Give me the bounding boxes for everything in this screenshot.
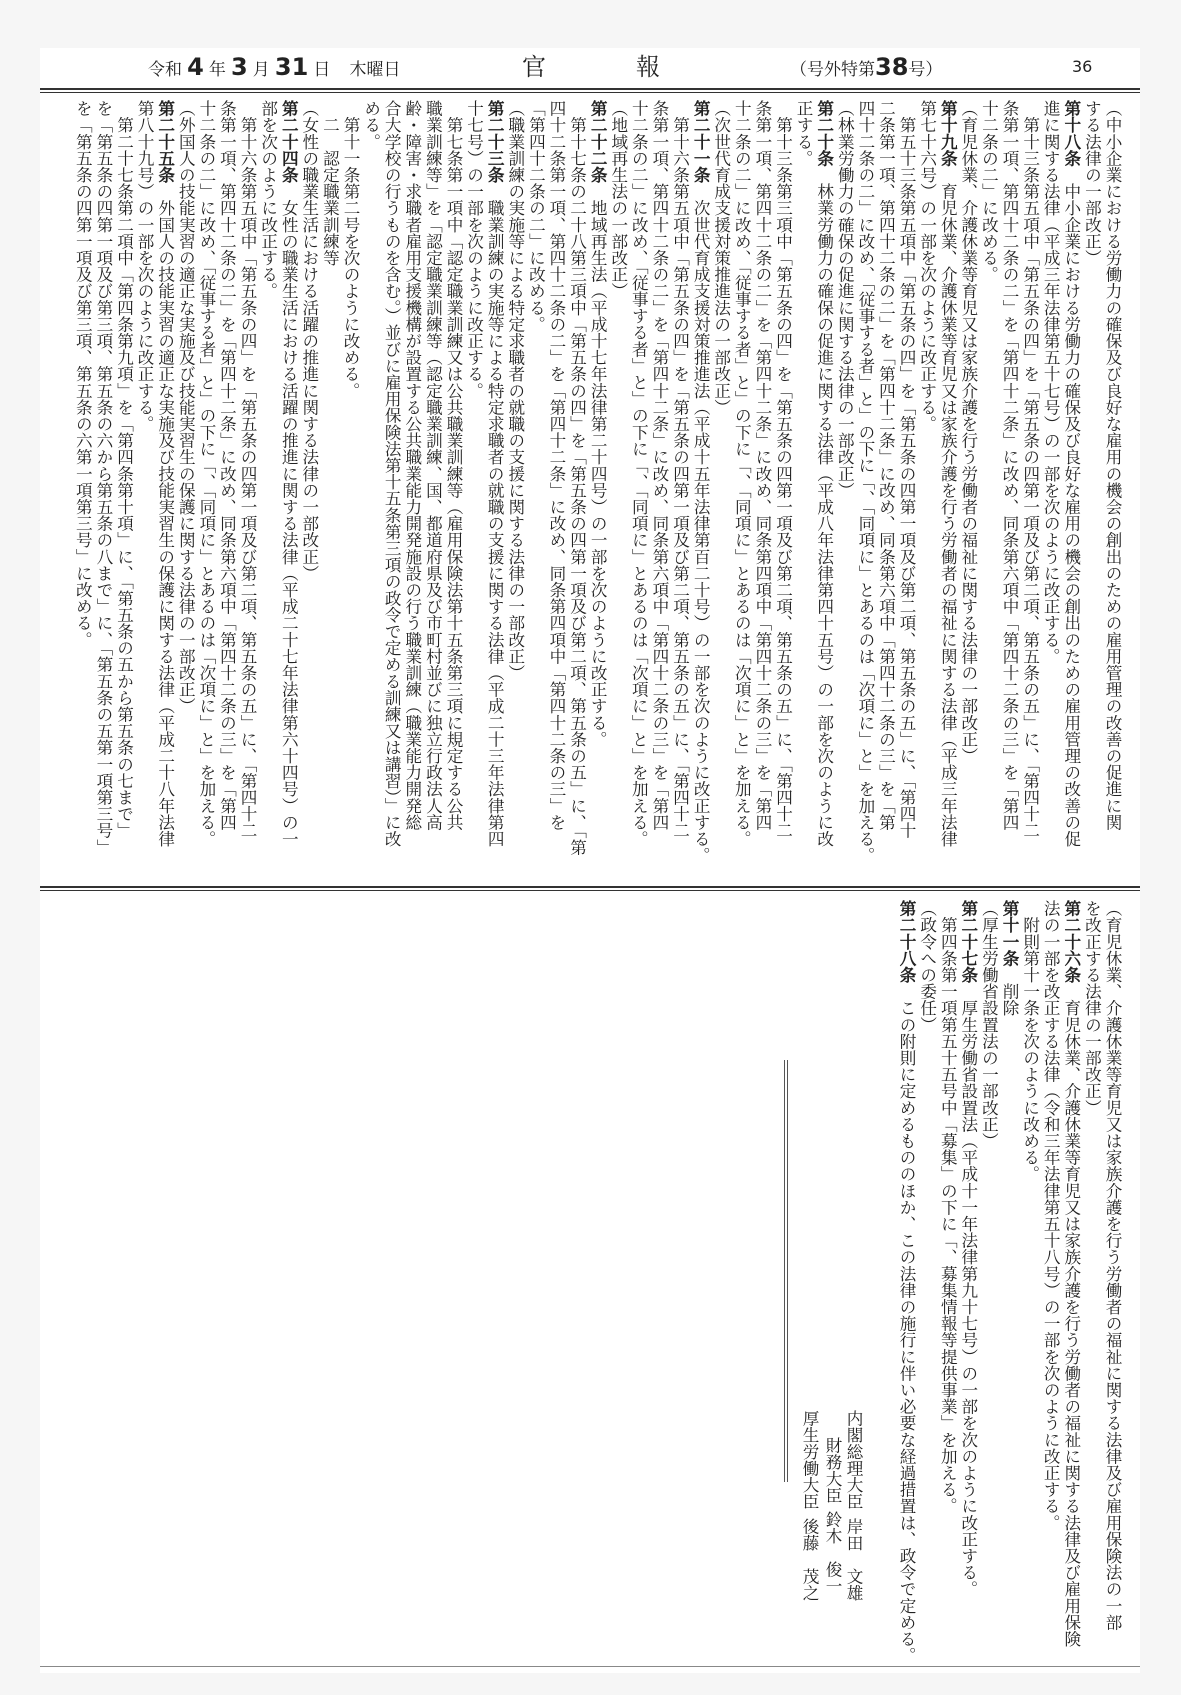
line-text: する法律の一部改正） (1082, 100, 1102, 266)
text-line (998, 100, 1019, 884)
text-line (422, 100, 443, 884)
line-text: を改正する法律の一部改正） (1082, 900, 1102, 1116)
line-text: 地域再生法（平成十七年法律第二十四号）の一部を次のように改正する。 (588, 183, 608, 748)
issue-date (148, 52, 400, 82)
text-line (648, 100, 669, 884)
signature-title: 財務大臣 (823, 1437, 842, 1504)
line-text: 厚生労働省設置法（平成十一年法律第九十七号）の一部を次のように改正する。 (958, 983, 978, 1598)
text-line (339, 100, 360, 884)
text-line (381, 100, 402, 884)
line-text: を「第五条の四第一項及び第三項、第五条の六から第五条の八まで」に、「第五条の五第一項第三号」 (93, 100, 113, 856)
article-line (895, 900, 917, 1664)
text-line (834, 100, 855, 884)
article-number: 第十一条 (1000, 900, 1020, 967)
text-line (442, 100, 463, 884)
text-line (895, 100, 916, 884)
text-line (175, 100, 196, 884)
text-line (607, 100, 628, 884)
era: 令和 (148, 60, 182, 80)
page-number: 36 (1072, 57, 1093, 76)
text-line (916, 100, 937, 884)
line-text: （政令への委任） (917, 900, 937, 1033)
signature-name: 岸田 文雄 (844, 1517, 863, 1601)
text-line (401, 100, 422, 884)
text-line (1040, 100, 1061, 884)
month-unit: 月 (252, 60, 270, 80)
article-line (813, 100, 834, 884)
signature-pm (843, 1410, 863, 1601)
text-line (319, 100, 340, 884)
text-line (545, 100, 566, 884)
line-text: （育児休業、介護休業等育児又は家族介護を行う労働者の福祉に関する法律の一部改正） (958, 100, 978, 764)
article-line (957, 900, 978, 1660)
line-text: 第十一条第二号を次のように改める。 (341, 100, 361, 399)
line-text: 条第一項、第四十二条の二」を「第四十二条」に改め、同条第六項中「第四十二条の三」を「第四 (217, 100, 237, 831)
line-text: 条第一項、第四十二条の二」を「第四十二条」に改め、同条第六項中「第四十二条の三」を「第四 (649, 100, 669, 831)
text-line (72, 100, 93, 884)
text-line (854, 100, 875, 884)
signature-title: 内閣総理大臣 (844, 1410, 863, 1510)
line-text: 第七十六号）の一部を次のように改正する。 (917, 100, 937, 432)
line-text: 条第一項、第四十二条の二」を「第四十二条」に改め、同条第四項中「第四十二条の三」を「第四 (752, 100, 772, 831)
text-line (525, 100, 546, 884)
text-line (504, 100, 525, 884)
text-line (772, 100, 793, 884)
article-number: 第二十三条 (485, 100, 505, 183)
article-number: 第二十一条 (691, 100, 711, 183)
signature-title: 厚生労働大臣 (800, 1410, 819, 1510)
text-line (1081, 900, 1102, 1660)
text-line (978, 100, 999, 884)
text-line (731, 100, 752, 884)
line-text: 第八十九号）の一部を次のように改正する。 (135, 100, 155, 432)
closing-vertical-rule (784, 1060, 788, 1482)
text-line (1019, 100, 1040, 884)
text-line (463, 100, 484, 884)
text-line (566, 100, 587, 884)
text-line (1019, 900, 1040, 1660)
line-text: 部を次のように改正する。 (258, 100, 278, 300)
text-line (751, 100, 772, 884)
line-text: 外国人の技能実習の適正な実施及び技能実習生の保護に関する法律（平成二十八年法律 (155, 183, 175, 847)
line-text: 齢・障害・求職者雇用支援機構が設置する公共職業能力開発施設の行う職業訓練（職業能力開発総 (402, 100, 422, 831)
article-line (998, 900, 1019, 1660)
text-line (978, 900, 999, 1660)
text-line (134, 100, 155, 884)
issue-number-value: 38 (875, 53, 909, 81)
line-text: 四十二条の二」に改め、「従事する者」と」の下に「、「同項に」とあるのは「次項に」と」を加える。 (855, 100, 875, 864)
line-text: （地域再生法の一部改正） (608, 100, 628, 300)
text-line (298, 100, 319, 884)
line-text: （育児休業、介護休業等育児又は家族介護を行う労働者の福祉に関する法律及び雇用保険法の一部 (1103, 900, 1122, 1631)
text-line (669, 100, 690, 884)
article-line (690, 100, 711, 884)
line-text: める。 (361, 100, 381, 150)
line-text: （職業訓練の実施等による特定求職者の就職の支援に関する法律の一部改正） (505, 100, 525, 681)
line-text: 正する。 (794, 100, 814, 167)
line-text: 十二条の二」に改める。 (979, 100, 999, 283)
line-text: を「第五条の四第一項及び第三項、第五条の六第一項第三号」に改める。 (73, 100, 93, 648)
line-text: 十二条の二」に改め、「従事する者」と」の下に「、「同項に」とあるのは「次項に」と」を加える。 (196, 100, 216, 847)
article-line (278, 100, 299, 884)
issue-suffix: 号） (908, 60, 943, 80)
line-text: 二条第一項、第四十二条の二」を「第四十二条」に改め、同条第六項中「第四十二条の三」を「第 (876, 100, 896, 831)
line-text: 第五十三条第五項中「第五条の四」を「第五条の四第一項及び第二項、第五条の五」に、「第四十 (897, 100, 917, 839)
text-line (875, 100, 896, 884)
line-text: 育児休業、介護休業等育児又は家族介護を行う労働者の福祉に関する法律及び雇用保険 (1061, 983, 1081, 1647)
signature-finance (822, 1437, 842, 1594)
line-text: 次世代育成支援対策推進法（平成十五年法律第百二十号）の一部を次のように改正する。 (691, 183, 711, 864)
line-text: 第十七条の二十八第三項中「第五条の四」を「第五条の四第一項及び第二項、第五条の五」に、「第 (567, 100, 587, 856)
line-text: 十七号）の一部を次のように改正する。 (464, 100, 484, 399)
text-line (360, 100, 381, 884)
article-line (154, 100, 175, 884)
article-number: 第二十二条 (588, 100, 608, 183)
text-line (916, 900, 937, 1660)
line-text: 林業労働力の確保の促進に関する法律（平成八年法律第四十五号）の一部を次のように改 (814, 166, 834, 848)
article-number: 第二十条 (814, 100, 834, 167)
text-line (628, 100, 649, 884)
line-text: 職業訓練等」を「認定職業訓練等（認定職業訓練、国、都道府県及び市町村並びに独立行政法人高 (423, 100, 443, 831)
article-number: 第二十六条 (1061, 900, 1081, 983)
year-unit: 年 (208, 60, 226, 80)
line-text: （外国人の技能実習の適正な実施及び技能実習生の保護に関する法律の一部改正） (176, 100, 196, 715)
text-line (195, 100, 216, 884)
year: 4 (187, 53, 204, 81)
text-line (710, 100, 731, 884)
line-text: （厚生労働省設置法の一部改正） (979, 900, 999, 1149)
lower-text-block (890, 900, 1122, 1664)
line-text: （林業労働力の確保の促進に関する法律の一部改正） (835, 100, 855, 499)
line-text: 法の一部を改正する法律（令和三年法律第五十八号）の一部を次のように改正する。 (1041, 900, 1061, 1531)
gazette-title-1: 官 (522, 53, 546, 81)
line-text: 第二十七条第二項中「第四条第九項」を「第四条第十項」に、「第五条の五から第五条の七まで」 (114, 100, 134, 839)
day-unit: 日 (313, 60, 331, 80)
line-text: 合大学校の行うものを含む。）並びに雇用保険法第十五条第三項の政令で定める訓練又は講習）」に改 (382, 100, 402, 847)
line-text: 「第四十二条の二」に改める。 (526, 100, 546, 333)
article-line (1060, 100, 1081, 884)
line-text: 第十六条第五項中「第五条の四」を「第五条の四第一項及び第二項、第五条の五」に、「第四十二 (238, 100, 258, 839)
line-text: 削除 (1000, 966, 1020, 1017)
text-line (1101, 900, 1122, 1660)
signature-health (799, 1410, 819, 1601)
line-text: 十二条の二」に改め、「従事する者」と」の下に「、「同項に」とあるのは「次項に」と」を加える。 (629, 100, 649, 847)
article-number: 第十八条 (1061, 100, 1081, 167)
article-number: 第二十五条 (155, 100, 175, 183)
line-text: 女性の職業生活における活躍の推進に関する法律（平成二十七年法律第六十四号）の一 (279, 183, 299, 847)
article-number: 第二十八条 (897, 900, 917, 983)
text-line (257, 100, 278, 884)
footer-rule (40, 1666, 1140, 1667)
line-text: 第十三条第三項中「第五条の四」を「第五条の四第一項及び第二項、第五条の五」に、「第四十二 (773, 100, 793, 839)
weekday: 木曜日 (349, 60, 401, 80)
line-text: 四十二条第一項、第四十二条の二」を「第四十二条」に改め、同条第四項中「第四十二条の三」を (546, 100, 566, 831)
line-text: 二 認定職業訓練等 (320, 100, 340, 266)
line-text: 十二条の二」に改め、「従事する者」と」の下に「、「同項に」とあるのは「次項に」と」を加える。 (732, 100, 752, 847)
article-number: 第十九条 (938, 100, 958, 167)
article-line (587, 100, 608, 884)
line-text: （次世代育成支援対策推進法の一部改正） (711, 100, 731, 416)
line-text: 第十三条第五項中「第五条の四」を「第五条の四第一項及び第二項、第五条の五」に、「第四十二 (1020, 100, 1040, 839)
signature-name: 後藤 茂之 (800, 1517, 819, 1601)
line-text: 附則第十一条を次のように改める。 (1020, 900, 1040, 1183)
text-line (937, 900, 958, 1660)
text-line (1101, 100, 1122, 884)
day: 31 (274, 53, 309, 81)
article-line (937, 100, 958, 884)
line-text: 条第一項、第四十二条の二」を「第四十二条」に改め、同条第六項中「第四十二条の三」を「第四 (1000, 100, 1020, 831)
line-text: 育児休業、介護休業等育児又は家族介護を行う労働者の福祉に関する法律（平成三年法律 (938, 166, 958, 848)
line-text: この附則に定めるもののほか、この法律の施行に伴い必要な経過措置は、政令で定める。 (897, 983, 917, 1664)
text-line (1040, 900, 1061, 1660)
text-line (216, 100, 237, 884)
gazette-title-2: 報 (636, 53, 660, 81)
line-text: （中小企業における労働力の確保及び良好な雇用の機会の創出のための雇用管理の改善の促進に関 (1103, 100, 1122, 831)
line-text: 中小企業における労働力の確保及び良好な雇用の機会の創出のための雇用管理の改善の促 (1061, 166, 1081, 848)
line-text: 第四条第一項第五十五号中「募集」の下に「、募集情報等提供事業」を加える。 (938, 900, 958, 1515)
line-text: 職業訓練の実施等による特定求職者の就職の支援に関する法律（平成二十三年法律第四 (485, 183, 505, 847)
upper-text-block (68, 100, 1122, 884)
header-rule (40, 88, 1140, 93)
article-line (1060, 900, 1081, 1660)
article-line (484, 100, 505, 884)
line-text: 第七条第一項中「認定職業訓練又は公共職業訓練等（雇用保険法第十五条第三項に規定する公共 (444, 100, 463, 831)
signature-name: 鈴木 俊一 (823, 1511, 842, 1595)
issue-prefix: （号外特第 (790, 60, 875, 80)
article-number: 第二十七条 (958, 900, 978, 983)
article-number: 第二十四条 (279, 100, 299, 183)
month: 3 (230, 53, 248, 81)
text-line (1081, 100, 1102, 884)
line-text: 進に関する法律（平成三年法律第五十七号）の一部を次のように改正する。 (1041, 100, 1061, 665)
text-line (236, 100, 257, 884)
text-line (957, 100, 978, 884)
issue-number (790, 52, 942, 82)
line-text: （女性の職業生活における活躍の推進に関する法律の一部改正） (299, 100, 319, 582)
text-line (113, 100, 134, 884)
section-rule (40, 886, 1140, 891)
line-text: 第十六条第五項中「第五条の四」を「第五条の四第一項及び第二項、第五条の五」に、「第四十二 (670, 100, 690, 839)
text-line (92, 100, 113, 884)
text-line (793, 100, 814, 884)
